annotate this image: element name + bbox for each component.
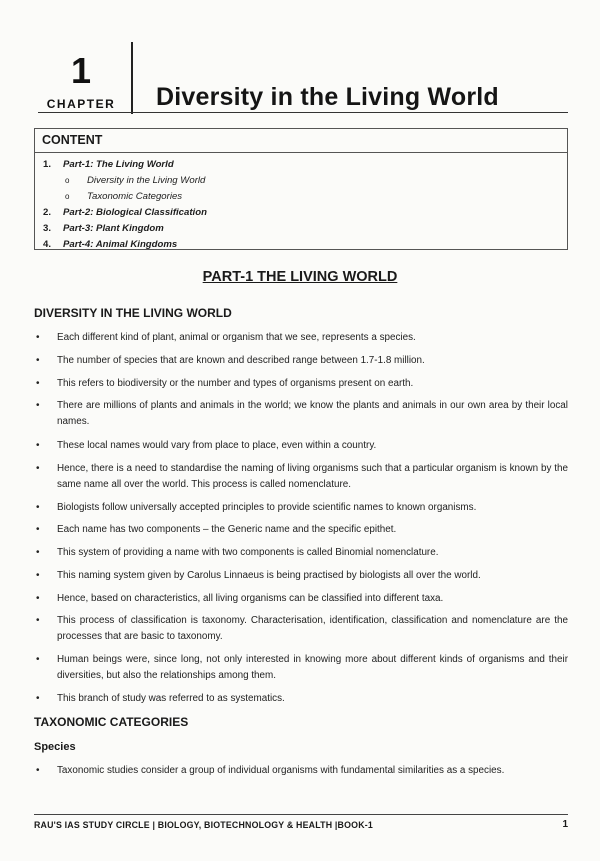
bullet-item: • This system of providing a name with two components is called Binomial nomenclature.	[36, 547, 439, 558]
bullet-item: • This branch of study was referred to as systematics.	[36, 693, 285, 704]
chapter-number: 1	[70, 50, 92, 91]
bullet-item: • Biologists follow universally accepted principles to provide scientific names to known organisms.	[36, 502, 477, 513]
bullet-item: • This refers to biodiversity or the number and types of organisms present on earth.	[36, 378, 414, 389]
chapter-title: Diversity in the Living World	[156, 83, 499, 111]
part-title: PART-1 THE LIVING WORLD	[202, 269, 398, 285]
contents-item[interactable]: 4. Part-4: Animal Kingdoms	[43, 239, 178, 250]
contents-box	[34, 128, 568, 250]
bullet-item: • Hence, based on characteristics, all living organisms can be classified into different taxa.	[36, 593, 444, 604]
contents-subitem[interactable]: o Taxonomic Categories	[65, 191, 183, 202]
bullet-item: • These local names would vary from place to place, even within a country.	[36, 440, 377, 451]
section-heading-taxonomic-categories: TAXONOMIC CATEGORIES	[34, 715, 189, 729]
contents-item[interactable]: 1. Part-1: The Living World	[43, 159, 174, 170]
bullet-item: • The number of species that are known and described range between 1.7-1.8 million.	[36, 355, 425, 366]
header-vertical-rule	[131, 42, 133, 114]
contents-item[interactable]: 3. Part-3: Plant Kingdom	[43, 223, 164, 234]
footer-text: RAU'S IAS STUDY CIRCLE | BIOLOGY, BIOTECHNOLOGY & HEALTH |BOOK-1	[34, 820, 373, 830]
bullet-item: • Each name has two components – the Generic name and the specific epithet.	[36, 524, 397, 535]
contents-item[interactable]: 2. Part-2: Biological Classification	[43, 207, 207, 218]
chapter-header	[38, 40, 568, 115]
bullet-item: • Human beings were, since long, not only interested in knowing more about different kinds of organisms and their diversities, but also the relationships among them.	[36, 654, 568, 681]
chapter-label: CHAPTER	[46, 97, 116, 111]
section-heading-diversity: DIVERSITY IN THE LIVING WORLD	[34, 306, 232, 320]
contents-subitem[interactable]: o Diversity in the Living World	[65, 175, 206, 186]
header-horizontal-rule	[38, 112, 568, 113]
bullet-item: • This naming system given by Carolus Linnaeus is being practised by biologists all over the world.	[36, 570, 481, 581]
contents-heading: CONTENT	[35, 129, 567, 153]
bullet-item: • There are millions of plants and animals in the world; we know the plants and animals in our own area by their local names.	[36, 400, 568, 427]
footer-rule	[34, 814, 568, 815]
bullet-item: • Taxonomic studies consider a group of individual organisms with fundamental similarities as a species.	[36, 765, 505, 776]
page-number: 1	[562, 819, 568, 830]
bullet-item: • This process of classification is taxonomy. Characterisation, identification, classification and nomenclature are the processes that are basic to taxonomy.	[36, 615, 568, 642]
subsection-heading-species: Species	[34, 741, 76, 753]
bullet-item: • Each different kind of plant, animal or organism that we see, represents a species.	[36, 332, 416, 343]
contents-list	[35, 153, 567, 253]
bullet-item: • Hence, there is a need to standardise the naming of living organisms such that a particular organism is known by the same name all over the world. This process is called nomenclature.	[36, 463, 568, 490]
